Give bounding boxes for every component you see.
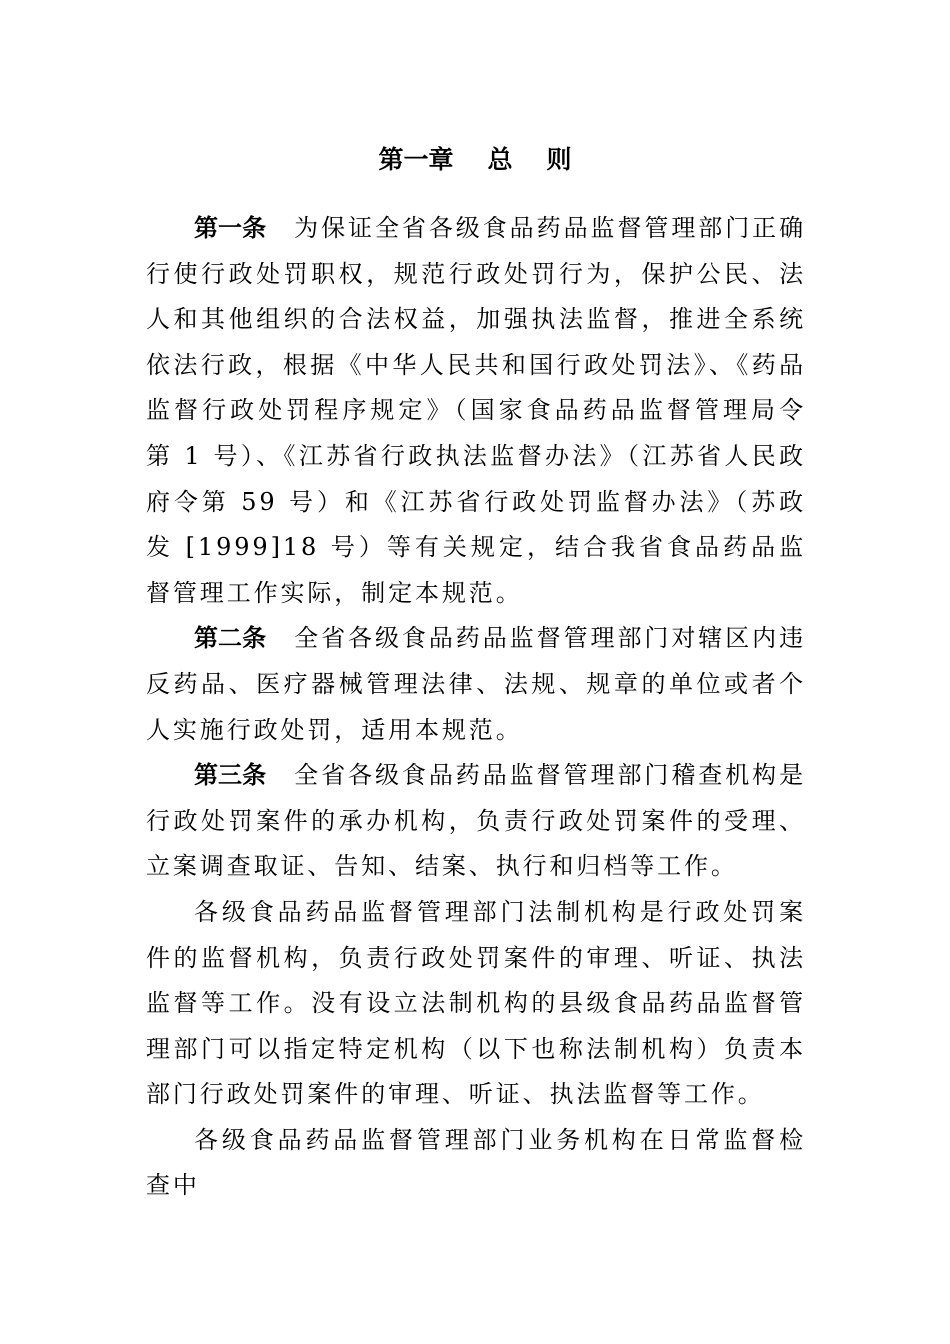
article-3-text: 全省各级食品药品监督管理部门稽查机构是行政处罚案件的承办机构，负责行政处罚案件的受理、立案调查取证、告知、结案、执行和归档等工作。: [146, 761, 807, 881]
document-body: [146, 206, 806, 1209]
article-1-paragraph: [146, 206, 806, 616]
article-2-number: 第二条: [194, 624, 267, 653]
article-3-text-3: 各级食品药品监督管理部门业务机构在日常监督检查中: [146, 1125, 806, 1200]
article-3-paragraph-2: [146, 890, 806, 1118]
article-1-text: 为保证全省各级食品药品监督管理部门正确行使行政处罚职权，规范行政处罚行为，保护公民、法人和其他组织的合法权益，加强执法监督，推进全系统依法行政，根据《中华人民共和国行政处罚法》、《药品监督行政处罚程序规定》（国家食品药品监督管理局令第 1 号）、《江苏省行政执法监督办法》（江苏省人民政府令第 59 号）和《江苏省行政处罚监督办法》（苏政发 [1999]18 号）等有关规定，结合我省食品药品监督管理工作实际，制定本规范。: [146, 214, 807, 607]
chapter-title: [0, 140, 950, 180]
chapter-number: 第一章: [378, 145, 454, 174]
article-1-number: 第一条: [194, 214, 267, 242]
chapter-title-word-1: 总: [487, 145, 513, 174]
article-3-paragraph: [146, 753, 806, 890]
article-2-paragraph: [146, 616, 806, 753]
article-3-paragraph-3: [146, 1118, 806, 1209]
chapter-title-word-2: 则: [546, 145, 572, 174]
article-2-text: 全省各级食品药品监督管理部门对辖区内违反药品、医疗器械管理法律、法规、规章的单位或者个人实施行政处罚，适用本规范。: [146, 624, 807, 744]
article-3-text-2: 各级食品药品监督管理部门法制机构是行政处罚案件的监督机构，负责行政处罚案件的审理、听证、执法监督等工作。没有设立法制机构的县级食品药品监督管理部门可以指定特定机构（以下也称法制机构）负责本部门行政处罚案件的审理、听证、执法监督等工作。: [146, 897, 806, 1109]
article-3-number: 第三条: [194, 761, 267, 790]
